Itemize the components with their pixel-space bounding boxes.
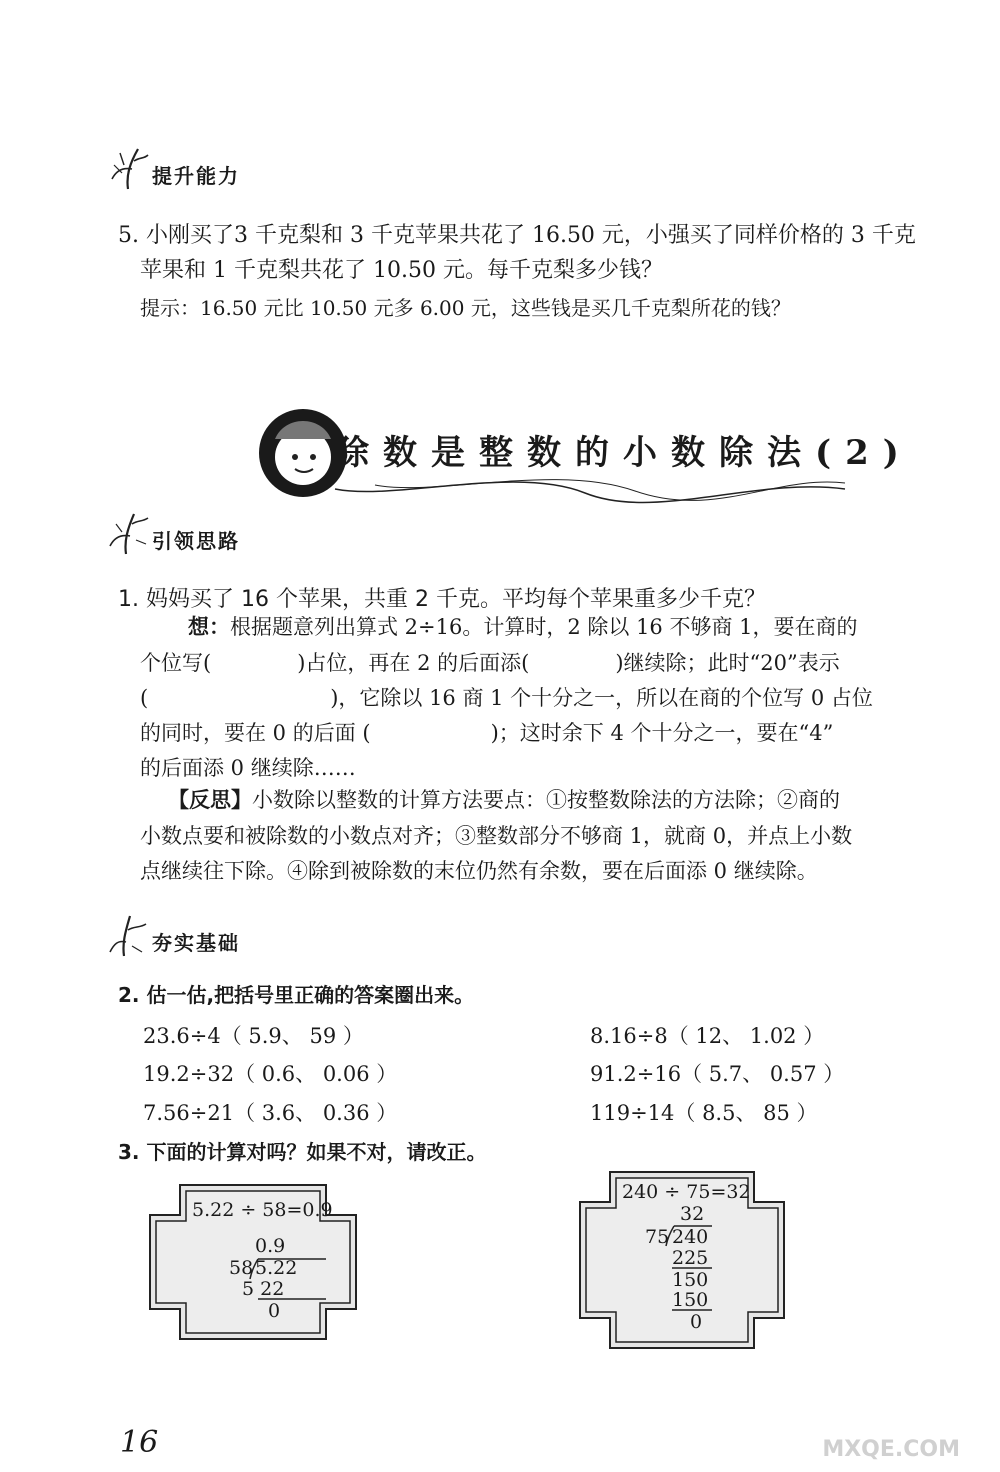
estimate-item[interactable]: 23.6÷4（ 5.9、 59 ） xyxy=(143,1024,364,1048)
box1-equation: 5.22 ÷ 58=0.9 xyxy=(192,1199,333,1221)
estimate-item[interactable]: 91.2÷16（ 5.7、 0.57 ） xyxy=(590,1062,845,1086)
reflect-label: 【反思】 xyxy=(168,787,252,812)
q1-think5: 的后面添 0 继续除…… xyxy=(140,756,356,780)
q1-line1: 1. 妈妈买了 16 个苹果，共重 2 千克。平均每个苹果重多少千克？ xyxy=(118,587,766,612)
estimate-item[interactable]: 19.2÷32（ 0.6、 0.06 ） xyxy=(143,1062,398,1086)
section-label: 夯实基础 xyxy=(152,931,240,955)
bamboo-icon xyxy=(108,912,150,958)
box2-step2: 150 xyxy=(672,1269,709,1291)
section-label: 引领思路 xyxy=(152,529,240,553)
box1-divisor: 58 xyxy=(229,1257,254,1279)
section-label: 提升能力 xyxy=(152,164,240,188)
q1-think3: ( )，它除以 16 商 1 个十分之一，所以在商的个位写 0 占位 xyxy=(140,686,873,710)
box2-step1: 225 xyxy=(672,1247,709,1269)
box2-dividend: 240 xyxy=(672,1226,709,1248)
estimate-item[interactable]: 7.56÷21（ 3.6、 0.36 ） xyxy=(143,1101,398,1125)
q5-line1: 5. 小刚买了3 千克梨和 3 千克苹果共花了 16.50 元，小强买了同样价格的 3 千克 xyxy=(118,223,916,248)
section-header-foundation xyxy=(108,912,240,958)
q1-reflect2: 小数点要和被除数的小数点对齐；③整数部分不够商 1，就商 0，并点上小数 xyxy=(140,824,853,848)
bamboo-icon xyxy=(108,510,150,556)
estimate-item[interactable]: 8.16÷8（ 12、 1.02 ） xyxy=(590,1024,825,1048)
chapter-banner xyxy=(255,405,913,505)
page-number: 16 xyxy=(120,1425,159,1460)
section-header-guide xyxy=(108,510,240,556)
q3-title: 3. 下面的计算对吗？如果不对，请改正。 xyxy=(118,1140,487,1164)
q1-think1: 想：根据题意列出算式 2÷16。计算时，2 除以 16 不够商 1，要在商的 xyxy=(188,614,858,639)
think-label: 想： xyxy=(188,614,230,639)
q1-think2: 个位写( )占位，再在 2 的后面添( )继续除；此时“20”表示 xyxy=(140,651,840,675)
box2-divisor: 75 xyxy=(645,1226,670,1248)
section-header-improve xyxy=(108,145,240,191)
q2-title: 2. 估一估,把括号里正确的答案圈出来。 xyxy=(118,983,475,1007)
q1-reflect1: 【反思】小数除以整数的计算方法要点：①按整数除法的方法除；②商的 xyxy=(168,787,840,812)
box1-product: 5 22 xyxy=(242,1278,285,1300)
box2-quotient: 32 xyxy=(680,1203,705,1225)
box2-equation: 240 ÷ 75=32 xyxy=(622,1181,751,1203)
q1-think4: 的同时，要在 0 的后面 ( )；这时余下 4 个十分之一，要在“4” xyxy=(140,721,834,745)
q5-hint: 提示：16.50 元比 10.50 元多 6.00 元，这些钱是买几千克梨所花的钱？ xyxy=(140,296,791,320)
bamboo-icon xyxy=(108,145,150,191)
box1-dividend: 5.22 xyxy=(255,1257,298,1279)
q5-line2: 苹果和 1 千克梨共花了 10.50 元。每千克梨多少钱？ xyxy=(140,258,663,283)
box1-remainder: 0 xyxy=(268,1300,281,1322)
box2-step3: 150 xyxy=(672,1289,709,1311)
box2-remainder: 0 xyxy=(690,1311,703,1333)
chapter-title: 除数是整数的小数除法(2) xyxy=(335,433,913,473)
estimate-item[interactable]: 119÷14（ 8.5、 85 ） xyxy=(590,1101,818,1125)
q1-reflect3: 点继续往下除。④除到被除数的末位仍然有余数，要在后面添 0 继续除。 xyxy=(140,859,818,883)
box1-quotient: 0.9 xyxy=(255,1235,286,1257)
watermark: MXQE.COM xyxy=(822,1437,960,1462)
